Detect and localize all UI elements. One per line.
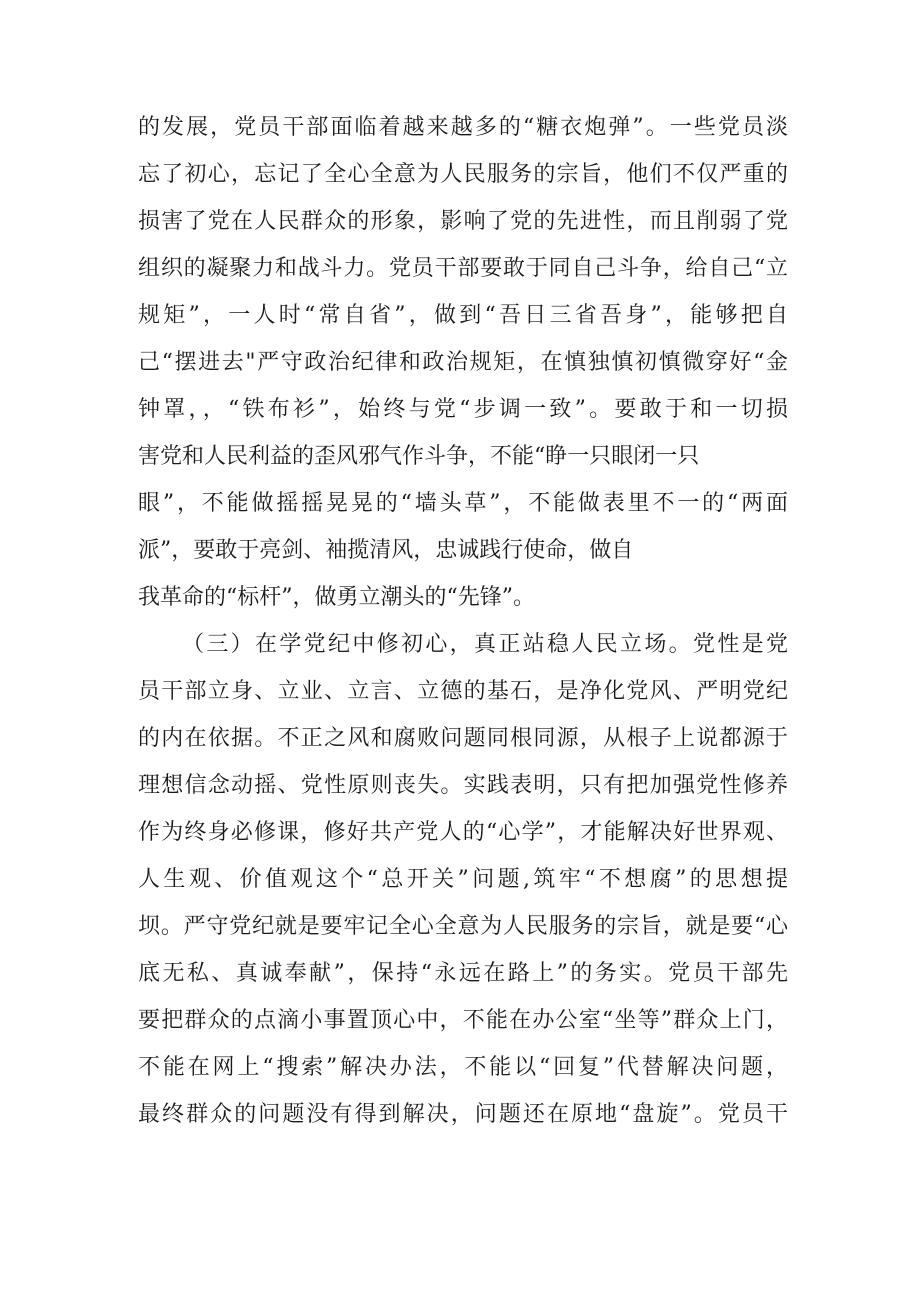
text-line: 的发展，党员干部面临着越来越多的“糖衣炮弹”。一些党员淡 <box>138 115 788 140</box>
text-line: 要把群众的点滴小事置顶心中，不能在办公室“坐等”群众上门， <box>138 1008 788 1033</box>
text-line: 坝。严守党纪就是要牢记全心全意为人民服务的宗旨，就是要“心 <box>138 914 788 939</box>
text-line: 害党和人民利益的歪风邪气作斗争，不能“睁一只眼闭一只 <box>138 444 700 469</box>
text-line: 不能在网上“搜索”解决办法，不能以“回复”代替解决问题， <box>138 1055 788 1080</box>
text-line: 作为终身必修课，修好共产党人的“心学”，才能解决好世界观、 <box>138 820 788 845</box>
document-body <box>138 104 788 1138</box>
paragraph-1 <box>138 104 788 621</box>
text-line: 我革命的“标杆”，做勇立潮头的“先锋”。 <box>138 585 535 610</box>
text-line: 理想信念动摇、党性原则丧失。实践表明，只有把加强党性修养 <box>138 773 788 798</box>
text-line: 最终群众的问题没有得到解决，问题还在原地“盘旋”。党员干 <box>138 1102 788 1127</box>
text-line: 眼”，不能做摇摇晃晃的“墙头草”，不能做表里不一的“两面 <box>138 491 788 516</box>
text-line: （三）在学党纪中修初心，真正站稳人民立场。党性是党 <box>182 632 788 657</box>
text-line: 的内在依据。不正之风和腐败问题同根同源，从根子上说都源于 <box>138 726 788 751</box>
text-line: 人生观、价值观这个“总开关”问题,筑牢“不想腐”的思想提 <box>138 867 788 892</box>
text-line: 忘了初心，忘记了全心全意为人民服务的宗旨，他们不仅严重的 <box>138 162 788 187</box>
text-line: 底无私、真诚奉献”，保持“永远在路上”的务实。党员干部先 <box>138 961 788 986</box>
paragraph-2 <box>138 621 788 1138</box>
text-line: 规矩”，一人时“常自省”，做到“吾日三省吾身”，能够把自 <box>138 303 788 328</box>
text-line: 损害了党在人民群众的形象，影响了党的先进性，而且削弱了党 <box>138 209 788 234</box>
text-line: 钟罩，，“铁布衫”，始终与党“步调一致”。要敢于和一切损 <box>138 397 788 422</box>
text-line: 派”，要敢于亮剑、袖揽清风，忠诚践行使命，做自 <box>138 538 634 563</box>
text-line: 组织的凝聚力和战斗力。党员干部要敢于同自己斗争，给自己“立 <box>138 256 788 281</box>
text-line: 己“摆进去"严守政治纪律和政治规矩，在慎独慎初慎微穿好“金 <box>138 350 788 375</box>
text-line: 员干部立身、立业、立言、立德的基石，是净化党风、严明党纪 <box>138 679 788 704</box>
